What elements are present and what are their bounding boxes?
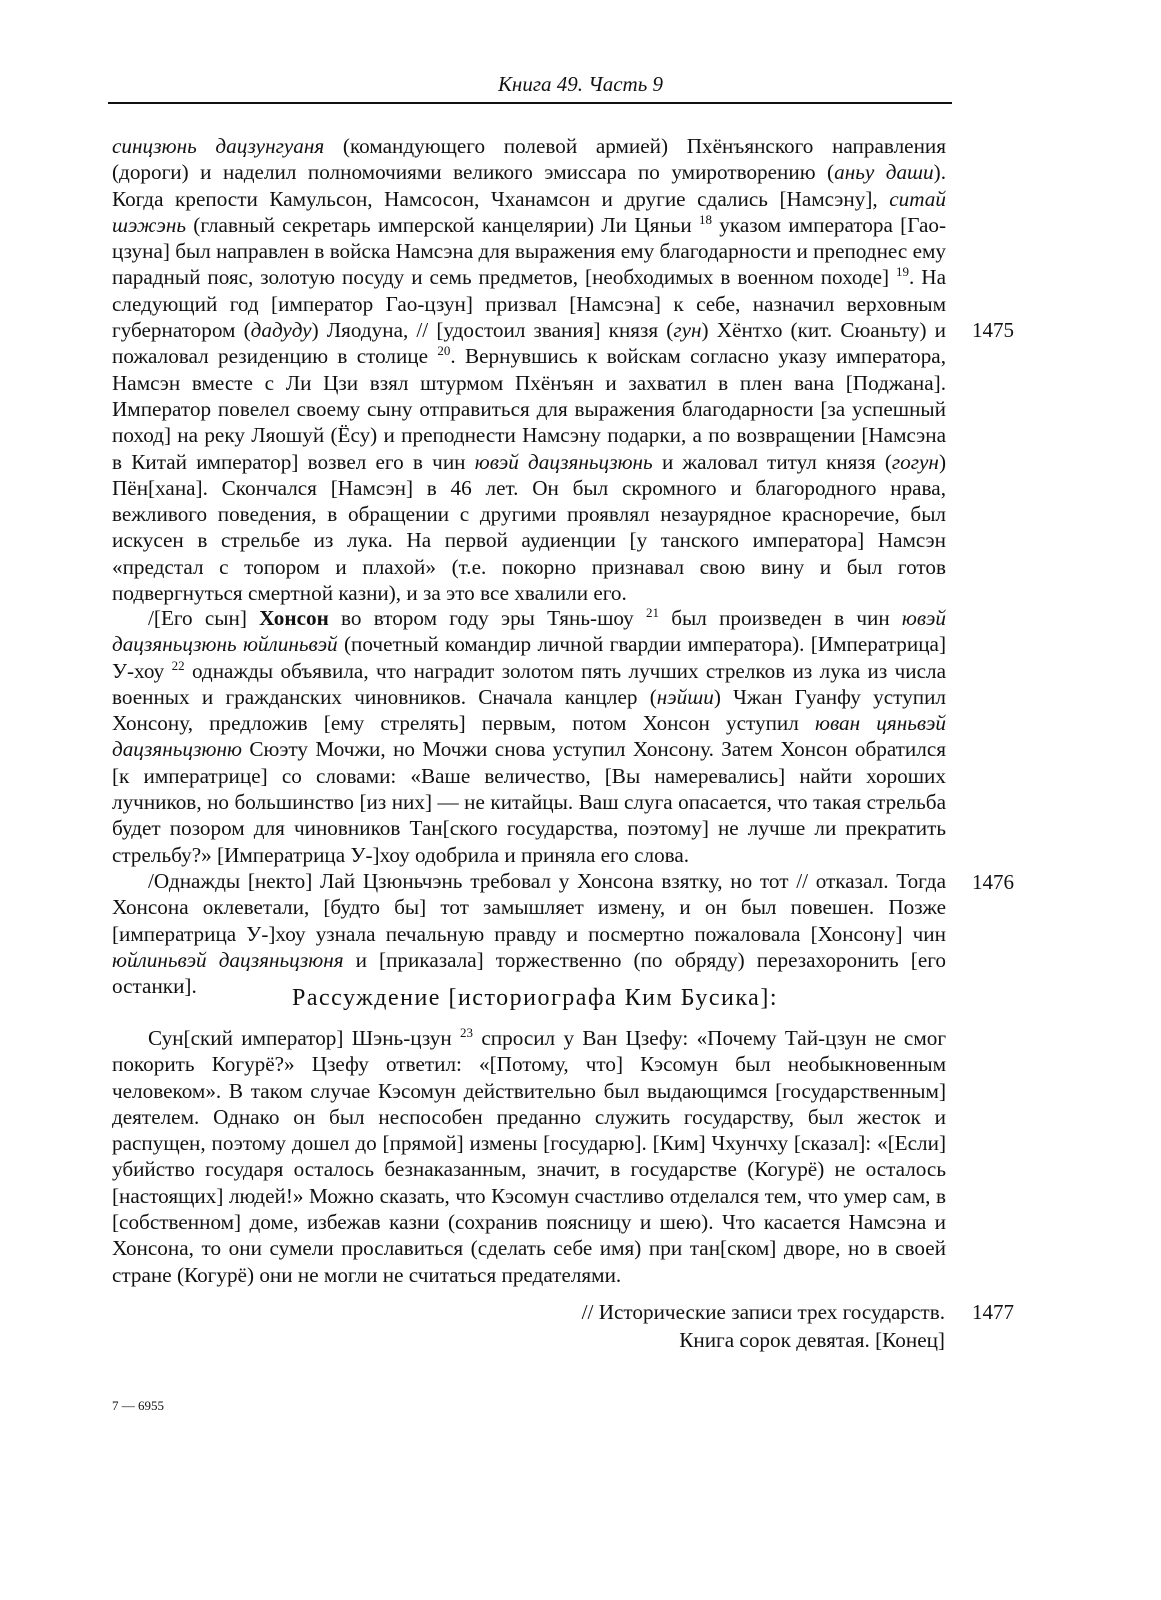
footnote-ref-18: 18: [698, 211, 712, 227]
header-rule: [108, 102, 952, 104]
paragraph-1: синцзюнь дацзунгуаня (командующего полевой армией) Пхёнъянского направления (дороги) и наделил полномочиями великого эмиссара по умиротворению (аньу даши). Когда крепости Камульсон, Намсосон, Чханамсон и другие сдались [Намсэну], ситай шэжэнь (главный секретарь имперской канцелярии) Ли Цяньи $^{18}$ указом императора [Гао-цзуна] был направлен в войска Намсэна для выражения ему благодарности и преподнес ему парадный пояс, золотую посуду и семь предметов, [необходимых в военном походе] $^{19}$. На следующий год [император Гао-цзун] призвал [Намсэна] к себе, назначил верховным губернатором (дадуду) Ляодуна, // [удостоил звания] князя (гун) Хёнтхо (кит. Сюаньту) и пожаловал резиденцию в столице $^{20}$. Вернувшись к войскам согласно указу императора, Намсэн вместе с Ли Цзи взял штурмом Пхёнъян и захватил в плен вана [Поджана]. Император повелел своему сыну отправиться для выражения благодарности [за успешный поход] на реку Ляошуй (Ёсу) и преподнести Намсэну подарки, а по возвращении [Намсэна в Китай император] возвел его в чин ювэй дацзяньцзюнь и жаловал титул князя (гогун) Пён[хана]. Скончался [Намсэн] в 46 лет. Он был скромного и благородного нрава, вежливого поведения, в обращении с другими проявлял незаурядное красноречие, был искусен в стрельбе из лука. На первой аудиенции [у танского императора] Намсэн «предстал с топором и плахой» (т.е. покорно признавал свою вину и был готов подвергнуться смертной казни), и за это все хвалили его.: [112, 134, 947, 606]
footnote-ref-23: 23: [460, 1025, 474, 1040]
margin-number-1477: 1477: [972, 1300, 1014, 1324]
paragraph-2: /[Его сын] Хонсон во втором году эры Тянь-шоу $^{21}$ был произведен в чин ювэй дацзяньцзюнь юйлиньвэй (почетный командир личной гвардии императора). [Императрица] У-хоу $^{22}$ однажды объявила, что наградит золотом пять лучших стрелков из лука из числа военных и гражданских чиновников. Сначала канцлер (нэйши) Чжан Гуанфу уступил Хонсону, предложив [ему стрелять] первым, потом Хонсон уступил юван цяньвэй дацзяньцзюню Сюэту Мочжи, но Мочжи снова уступил Хонсону. Затем Хонсон обратился [к императрице] со словами: «Ваше величество, [Вы намеревались] найти хороших лучников, но большинство [из них] — не китайцы. Ваш слуга опасается, что такая стрельба будет позором для чиновников Тан[ского государства, поэтому] не лучше ли прекратить стрельбу?» [Императрица У-]хоу одобрила и приняла его слова.: [112, 605, 946, 867]
margin-number-1476: 1476: [972, 870, 1014, 894]
paragraph-3: /Однажды [некто] Лай Цзюньчэнь требовал у Хонсона взятку, но тот // отказал. Тогда Хонсона оклеветали, [будто бы] тот замышляет измену, и он был повешен. Позже [императрица У-]хоу узнала печальную правду и посмертно пожаловала [Хонсону] чин юйлиньвэй дацзяньцзюня и [приказала] торжественно (по обряду) перезахоронить [его останки].: [112, 869, 946, 999]
footnote-ref-20: 20: [437, 343, 451, 359]
section-heading: Рассуждение [историографа Ким Бусика]:: [292, 985, 778, 1011]
footnote-ref-21: 21: [646, 605, 660, 620]
closing-line-1: // Исторические записи трех государств.: [581, 1300, 945, 1324]
printer-signature: 7 — 6955: [112, 1398, 164, 1413]
paragraph-4: Сун[ский император] Шэнь-цзун $^{23}$ спросил у Ван Цзефу: «Почему Тай-цзун не смог покорить Когурё?» Цзефу ответил: «[Потому, что] Кэсомун был необыкновенным человеком». В таком случае Кэсомун действительно был выдающимся [государственным] деятелем. Однако он был неспособен преданно служить государству, был жесток и распущен, поэтому дошел до [прямой] измены [государю]. [Ким] Чхунчху [сказал]: «[Если] убийство государя осталось безнаказанным, значит, в государстве (Когурё) не осталось [настоящих] людей!» Можно сказать, что Кэсомун счастливо отделался тем, что умер сам, в [собственном] доме, избежав казни (сохранив поясницу и шею). Что касается Намсэна и Хонсона, то они сумели прославиться (сделать себе имя) при тан[ском] дворе, но в своей стране (Когурё) они не могли не считаться предателями.: [112, 1025, 947, 1287]
footnote-ref-22: 22: [171, 657, 185, 673]
closing-colophon: [582, 1298, 945, 1354]
closing-line-2: Книга сорок девятая. [Конец]: [679, 1328, 945, 1352]
margin-number-1475: 1475: [972, 318, 1014, 342]
footnote-ref-19: 19: [896, 264, 910, 280]
running-title: Книга 49. Часть 9: [497, 72, 664, 96]
